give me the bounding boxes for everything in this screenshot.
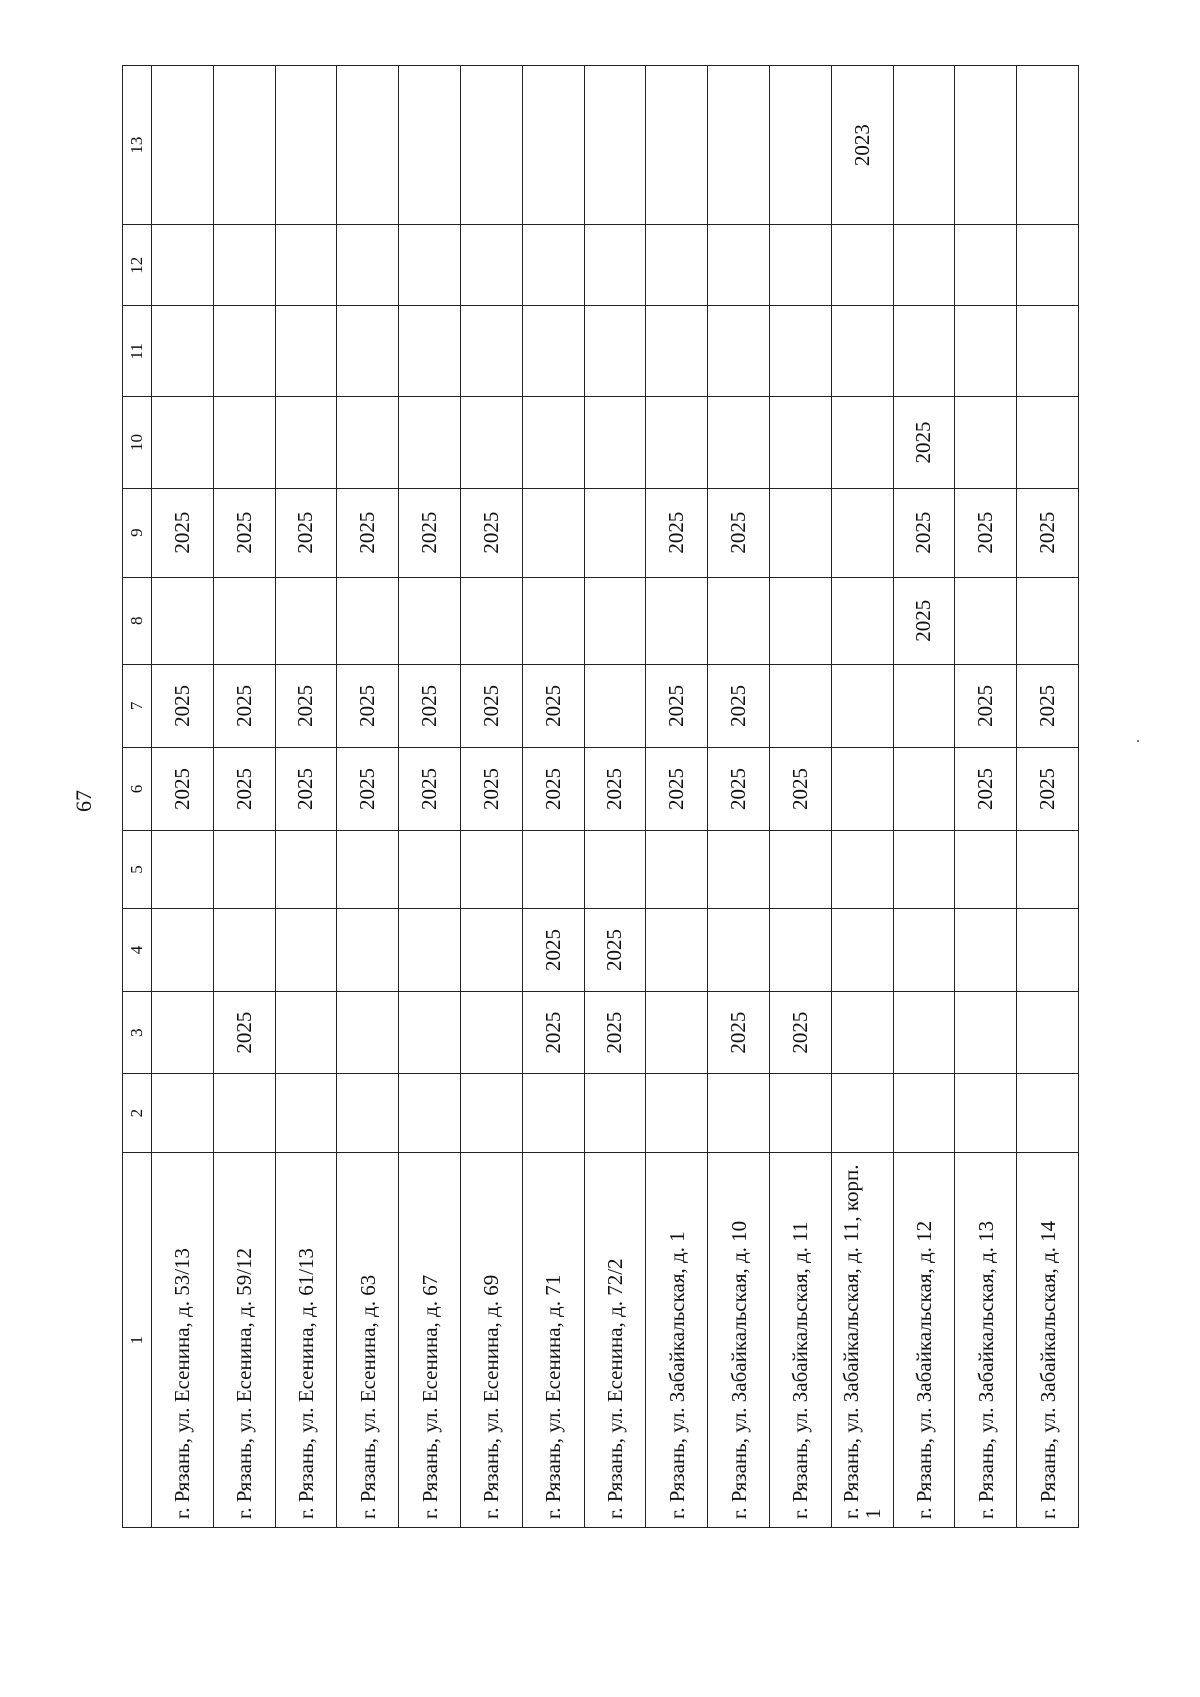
year-cell — [769, 1074, 831, 1153]
year-cell: 2025 — [399, 747, 461, 830]
table-body — [152, 66, 1079, 1528]
year-cell: 2025 — [460, 488, 522, 577]
year-cell — [584, 397, 646, 488]
year-cell — [522, 306, 584, 397]
year-cell: 2025 — [460, 664, 522, 747]
year-cell — [213, 577, 275, 664]
year-cell — [584, 225, 646, 306]
year-cell — [152, 225, 214, 306]
address-cell: г. Рязань, ул. Есенина, д. 59/12 — [213, 1153, 275, 1528]
address-cell: г. Рязань, ул. Забайкальская, д. 14 — [1017, 1153, 1079, 1528]
year-cell — [213, 66, 275, 225]
year-cell: 2025 — [708, 747, 770, 830]
year-cell — [213, 225, 275, 306]
year-cell: 2025 — [1017, 488, 1079, 577]
year-cell — [769, 664, 831, 747]
address-cell: г. Рязань, ул. Забайкальская, д. 12 — [893, 1153, 955, 1528]
year-cell — [522, 830, 584, 908]
year-cell: 2025 — [584, 992, 646, 1074]
year-cell — [708, 306, 770, 397]
year-cell: 2025 — [522, 747, 584, 830]
year-cell: 2025 — [399, 664, 461, 747]
year-cell — [646, 908, 708, 991]
year-cell — [337, 908, 399, 991]
header-row — [123, 66, 152, 1528]
year-cell — [1017, 225, 1079, 306]
year-cell — [769, 225, 831, 306]
year-cell — [893, 830, 955, 908]
year-cell — [893, 66, 955, 225]
year-cell — [584, 577, 646, 664]
year-cell — [460, 908, 522, 991]
year-cell — [831, 992, 893, 1074]
year-cell: 2025 — [955, 747, 1017, 830]
year-cell: 2025 — [646, 488, 708, 577]
year-cell — [275, 577, 337, 664]
year-cell — [769, 306, 831, 397]
year-cell: 2025 — [708, 664, 770, 747]
year-cell — [522, 225, 584, 306]
year-cell — [708, 66, 770, 225]
address-cell: г. Рязань, ул. Забайкальская, д. 1 — [646, 1153, 708, 1528]
year-cell — [522, 66, 584, 225]
year-cell — [152, 992, 214, 1074]
year-cell — [584, 1074, 646, 1153]
year-cell: 2025 — [213, 747, 275, 830]
year-cell: 2025 — [1017, 747, 1079, 830]
year-cell — [399, 397, 461, 488]
year-cell — [152, 397, 214, 488]
year-cell — [955, 225, 1017, 306]
year-cell — [1017, 66, 1079, 225]
year-cell — [337, 577, 399, 664]
year-cell — [213, 306, 275, 397]
address-cell: г. Рязань, ул. Забайкальская, д. 11 — [769, 1153, 831, 1528]
year-cell — [522, 397, 584, 488]
year-cell: 2025 — [955, 664, 1017, 747]
year-cell: 2025 — [1017, 664, 1079, 747]
address-cell: г. Рязань, ул. Забайкальская, д. 13 — [955, 1153, 1017, 1528]
year-cell: 2025 — [337, 747, 399, 830]
year-cell: 2025 — [522, 908, 584, 991]
table-row — [460, 66, 522, 1528]
year-cell — [769, 488, 831, 577]
year-cell — [337, 225, 399, 306]
table-row — [522, 66, 584, 1528]
year-cell: 2025 — [460, 747, 522, 830]
year-cell — [399, 66, 461, 225]
year-cell — [831, 908, 893, 991]
year-cell — [152, 306, 214, 397]
year-cell — [152, 830, 214, 908]
year-cell: 2025 — [646, 664, 708, 747]
year-cell — [831, 225, 893, 306]
table-row — [152, 66, 214, 1528]
address-cell: г. Рязань, ул. Забайкальская, д. 11, корп. 1 — [831, 1153, 893, 1528]
year-cell — [275, 66, 337, 225]
year-cell — [460, 1074, 522, 1153]
year-cell — [646, 577, 708, 664]
year-cell — [275, 830, 337, 908]
year-cell — [337, 306, 399, 397]
year-cell — [769, 577, 831, 664]
year-cell — [275, 1074, 337, 1153]
year-cell — [213, 830, 275, 908]
year-cell — [152, 66, 214, 225]
year-cell — [522, 1074, 584, 1153]
year-cell — [893, 992, 955, 1074]
year-cell — [769, 908, 831, 991]
year-cell — [955, 306, 1017, 397]
year-cell — [275, 225, 337, 306]
year-cell — [460, 577, 522, 664]
table-row — [893, 66, 955, 1528]
year-cell — [275, 908, 337, 991]
column-header: 5 — [123, 830, 152, 908]
year-cell: 2025 — [646, 747, 708, 830]
table-row — [646, 66, 708, 1528]
year-cell — [522, 488, 584, 577]
year-cell — [399, 908, 461, 991]
year-cell — [460, 225, 522, 306]
year-cell — [955, 397, 1017, 488]
year-cell — [893, 1074, 955, 1153]
year-cell — [337, 66, 399, 225]
year-cell — [213, 397, 275, 488]
year-cell: 2025 — [893, 397, 955, 488]
year-cell — [646, 830, 708, 908]
year-cell — [708, 1074, 770, 1153]
year-cell: 2025 — [584, 747, 646, 830]
year-cell — [213, 908, 275, 991]
year-cell: 2025 — [275, 488, 337, 577]
table-row — [337, 66, 399, 1528]
address-cell: г. Рязань, ул. Забайкальская, д. 10 — [708, 1153, 770, 1528]
year-cell — [1017, 577, 1079, 664]
address-cell: г. Рязань, ул. Есенина, д. 63 — [337, 1153, 399, 1528]
column-header: 10 — [123, 397, 152, 488]
year-cell — [584, 830, 646, 908]
document-table-container — [122, 65, 1075, 1528]
year-cell: 2025 — [522, 992, 584, 1074]
column-header: 12 — [123, 225, 152, 306]
year-cell — [769, 66, 831, 225]
year-cell: 2025 — [213, 992, 275, 1074]
year-cell — [893, 225, 955, 306]
year-cell — [337, 992, 399, 1074]
year-cell: 2025 — [213, 488, 275, 577]
year-cell — [646, 66, 708, 225]
column-header: 2 — [123, 1074, 152, 1153]
column-header: 8 — [123, 577, 152, 664]
column-header: 13 — [123, 66, 152, 225]
year-cell — [584, 306, 646, 397]
year-cell: 2025 — [769, 747, 831, 830]
year-cell — [460, 66, 522, 225]
year-cell: 2025 — [275, 747, 337, 830]
year-cell — [646, 225, 708, 306]
year-cell — [522, 577, 584, 664]
year-cell — [955, 66, 1017, 225]
year-cell: 2025 — [152, 488, 214, 577]
year-cell — [646, 306, 708, 397]
year-cell: 2025 — [337, 664, 399, 747]
year-cell — [708, 397, 770, 488]
year-cell — [893, 908, 955, 991]
year-cell — [152, 577, 214, 664]
address-cell: г. Рязань, ул. Есенина, д. 69 — [460, 1153, 522, 1528]
table-row — [708, 66, 770, 1528]
year-cell — [337, 830, 399, 908]
column-header: 4 — [123, 908, 152, 991]
year-cell: 2025 — [213, 664, 275, 747]
year-cell — [831, 830, 893, 908]
year-cell — [708, 830, 770, 908]
year-cell — [460, 992, 522, 1074]
table-row — [399, 66, 461, 1528]
year-cell — [460, 397, 522, 488]
year-cell — [399, 992, 461, 1074]
year-cell — [1017, 908, 1079, 991]
address-cell: г. Рязань, ул. Есенина, д. 72/2 — [584, 1153, 646, 1528]
year-cell — [955, 1074, 1017, 1153]
year-cell — [955, 908, 1017, 991]
year-cell — [213, 1074, 275, 1153]
year-cell — [1017, 992, 1079, 1074]
year-cell — [152, 1074, 214, 1153]
year-cell — [337, 1074, 399, 1153]
year-cell — [275, 306, 337, 397]
year-cell: 2025 — [708, 992, 770, 1074]
table-row — [1017, 66, 1079, 1528]
year-cell — [275, 992, 337, 1074]
year-cell — [584, 488, 646, 577]
year-cell — [831, 488, 893, 577]
column-header: 7 — [123, 664, 152, 747]
year-cell: 2025 — [584, 908, 646, 991]
table-row — [831, 66, 893, 1528]
year-cell: 2025 — [275, 664, 337, 747]
year-cell — [584, 664, 646, 747]
year-cell — [708, 225, 770, 306]
year-cell — [399, 830, 461, 908]
table-row — [769, 66, 831, 1528]
table-row — [213, 66, 275, 1528]
column-header: 3 — [123, 992, 152, 1074]
year-cell: 2025 — [955, 488, 1017, 577]
year-cell: 2025 — [769, 992, 831, 1074]
column-header: 1 — [123, 1153, 152, 1528]
year-cell — [769, 830, 831, 908]
year-cell — [831, 306, 893, 397]
year-cell — [460, 306, 522, 397]
table-row — [955, 66, 1017, 1528]
repair-schedule-table — [122, 65, 1079, 1528]
year-cell — [708, 908, 770, 991]
address-cell: г. Рязань, ул. Есенина, д. 53/13 — [152, 1153, 214, 1528]
year-cell — [275, 397, 337, 488]
year-cell — [893, 747, 955, 830]
address-cell: г. Рязань, ул. Есенина, д. 61/13 — [275, 1153, 337, 1528]
year-cell: 2025 — [708, 488, 770, 577]
year-cell — [769, 397, 831, 488]
year-cell — [708, 577, 770, 664]
year-cell — [1017, 830, 1079, 908]
year-cell — [646, 992, 708, 1074]
year-cell — [893, 664, 955, 747]
address-cell: г. Рязань, ул. Есенина, д. 67 — [399, 1153, 461, 1528]
year-cell: 2025 — [337, 488, 399, 577]
scan-speck — [1137, 740, 1139, 742]
year-cell: 2025 — [893, 577, 955, 664]
year-cell — [152, 908, 214, 991]
year-cell — [955, 830, 1017, 908]
year-cell — [399, 577, 461, 664]
year-cell — [399, 1074, 461, 1153]
column-header: 9 — [123, 488, 152, 577]
year-cell: 2025 — [893, 488, 955, 577]
year-cell — [399, 306, 461, 397]
address-cell: г. Рязань, ул. Есенина, д. 71 — [522, 1153, 584, 1528]
year-cell — [399, 225, 461, 306]
year-cell — [646, 1074, 708, 1153]
year-cell — [955, 992, 1017, 1074]
year-cell: 2025 — [522, 664, 584, 747]
year-cell: 2023 — [831, 66, 893, 225]
year-cell — [1017, 306, 1079, 397]
column-header: 11 — [123, 306, 152, 397]
year-cell: 2025 — [152, 664, 214, 747]
year-cell — [831, 397, 893, 488]
year-cell: 2025 — [399, 488, 461, 577]
year-cell — [337, 397, 399, 488]
year-cell — [955, 577, 1017, 664]
year-cell — [831, 1074, 893, 1153]
year-cell — [831, 747, 893, 830]
year-cell — [831, 577, 893, 664]
year-cell: 2025 — [152, 747, 214, 830]
year-cell — [893, 306, 955, 397]
column-header: 6 — [123, 747, 152, 830]
year-cell — [1017, 1074, 1079, 1153]
table-row — [275, 66, 337, 1528]
year-cell — [584, 66, 646, 225]
year-cell — [646, 397, 708, 488]
page-number: 67 — [71, 790, 96, 812]
year-cell — [1017, 397, 1079, 488]
year-cell — [460, 830, 522, 908]
year-cell — [831, 664, 893, 747]
table-row — [584, 66, 646, 1528]
